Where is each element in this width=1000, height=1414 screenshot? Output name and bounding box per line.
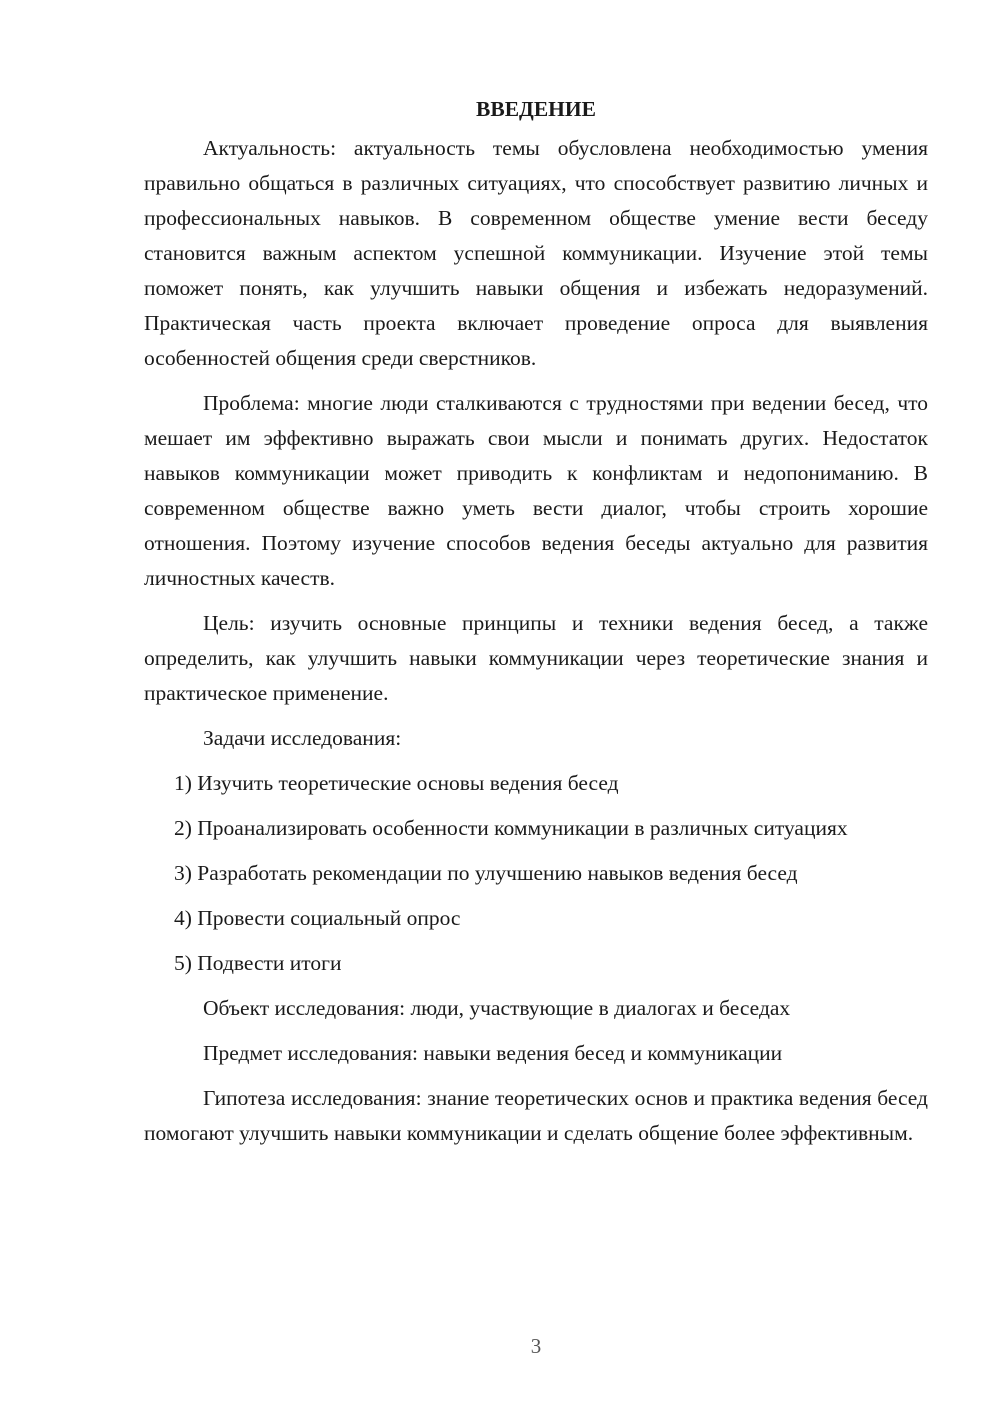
- paragraph-object: Объект исследования: люди, участвующие в диалогах и беседах: [203, 996, 791, 1020]
- document-page: [144, 92, 928, 1161]
- paragraph-relevance: Актуальность: актуальность темы обусловлена необходимостью умения правильно общаться в различных ситуациях, что способствует развитию личных и профессиональных навыков. В современном обществе умение вести беседу становится важным аспектом успешной коммуникации. Изучение этой темы поможет понять, как улучшить навыки общения и избежать недоразумений. Практическая часть проекта включает проведение опроса для выявления особенностей общения среди сверстников.: [144, 136, 928, 370]
- tasks-title: Задачи исследования:: [203, 726, 402, 750]
- task-item: 5) Подвести итоги: [174, 951, 342, 975]
- task-item: 3) Разработать рекомендации по улучшению навыков ведения бесед: [174, 861, 798, 885]
- page-number: 3: [530, 1334, 542, 1358]
- paragraph-problem: Проблема: многие люди сталкиваются с трудностями при ведении бесед, что мешает им эффективно выражать свои мысли и понимать других. Недостаток навыков коммуникации может приводить к конфликтам и недопониманию. В современном обществе важно уметь вести диалог, чтобы строить хорошие отношения. Поэтому изучение способов ведения беседы актуально для развития личностных качеств.: [144, 391, 928, 590]
- task-item: 4) Провести социальный опрос: [174, 906, 461, 930]
- paragraph-subject: Предмет исследования: навыки ведения бесед и коммуникации: [203, 1041, 783, 1065]
- paragraph-hypothesis: Гипотеза исследования: знание теоретических основ и практика ведения бесед помогают улучшить навыки коммуникации и сделать общение более эффективным.: [144, 1086, 928, 1145]
- section-heading: ВВЕДЕНИЕ: [476, 97, 596, 121]
- task-item: 2) Проанализировать особенности коммуникации в различных ситуациях: [174, 816, 848, 840]
- task-item: 1) Изучить теоретические основы ведения бесед: [174, 771, 619, 795]
- paragraph-goal: Цель: изучить основные принципы и техники ведения бесед, а также определить, как улучшить навыки коммуникации через теоретические знания и практическое применение.: [144, 611, 928, 705]
